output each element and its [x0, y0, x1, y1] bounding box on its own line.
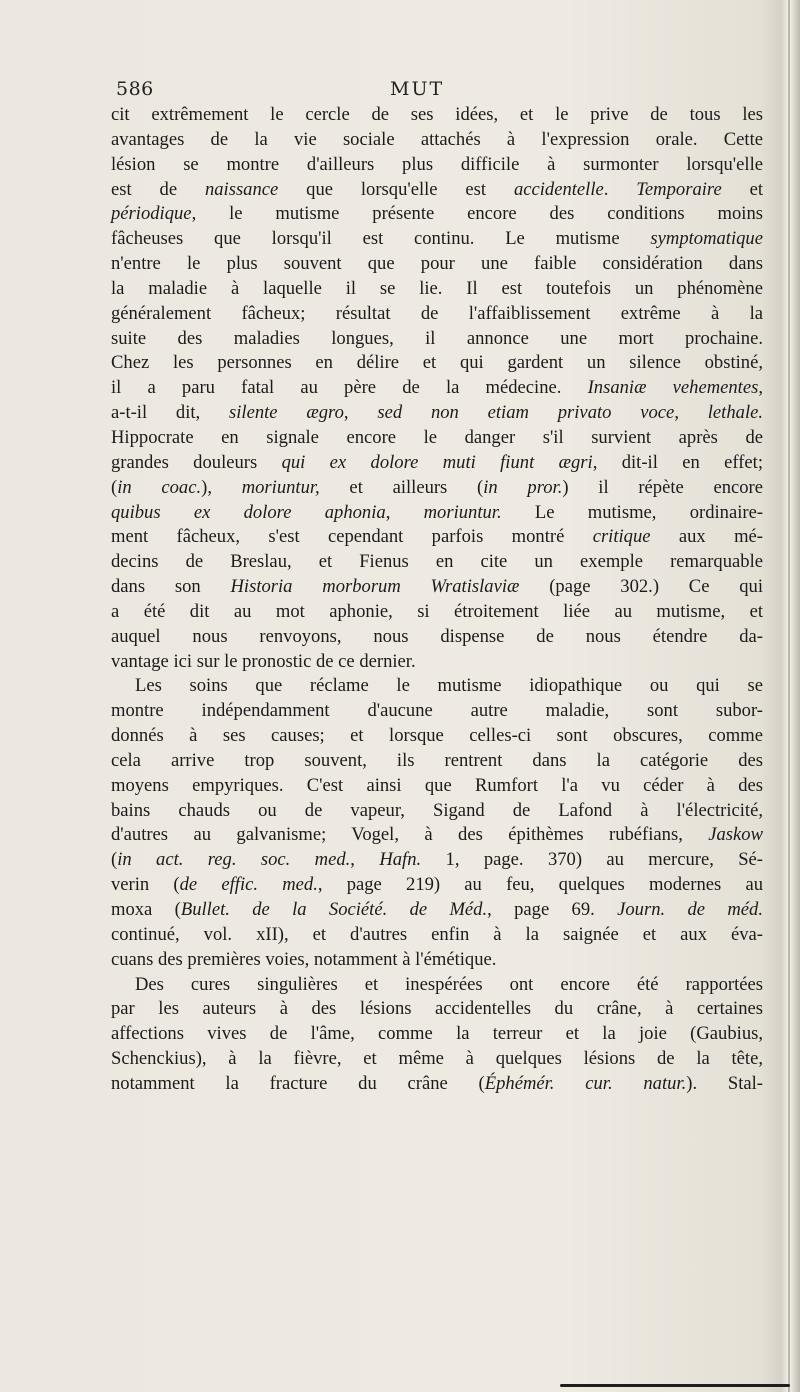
italic-text: Insaniæ vehementes: [587, 377, 759, 399]
text-span: grandes douleurs: [111, 451, 282, 473]
text-line: [111, 426, 763, 451]
text-line: [111, 525, 763, 550]
text-span: , page 69.: [487, 899, 618, 920]
text-span: que lorsqu'elle est: [278, 178, 514, 200]
italic-text: critique: [592, 526, 651, 548]
text-span: d'autres au galvanisme; Vogel, à des épithèmes rubéfians,: [111, 824, 709, 846]
page-number: 586: [116, 78, 154, 100]
text-span: moyens empyriques. C'est ainsi que Rumfort l'a vu céder à des: [111, 774, 763, 796]
text-span: ,: [674, 402, 708, 424]
text-line: [111, 451, 763, 476]
page-edge: [782, 0, 800, 1392]
text-span: Hippocrate en signale encore le danger s'il survient après de: [111, 426, 763, 448]
text-line: [111, 327, 763, 352]
text-line: [111, 575, 763, 600]
text-line: [111, 1072, 763, 1097]
italic-text: Historia morborum Wratislaviæ: [230, 576, 520, 598]
text-line: [111, 699, 763, 724]
italic-text: Hafn.: [379, 849, 422, 871]
text-line: [111, 1047, 763, 1072]
text-span: (page 302.) Ce qui: [519, 576, 763, 598]
text-span: n'entre le plus souvent que pour une faible considération dans: [111, 253, 763, 275]
text-span: ,: [385, 501, 424, 523]
text-span: et: [721, 178, 763, 200]
text-line: [111, 302, 763, 327]
text-line: [111, 873, 763, 898]
text-span: donnés à ses causes; et lorsque celles-ci sont obscures, comme: [111, 725, 763, 747]
text-line: [111, 923, 763, 948]
text-line: [111, 650, 763, 675]
italic-text: moriuntur,: [241, 476, 320, 498]
text-span: montre indépendamment d'aucune autre maladie, sont subor-: [111, 700, 763, 722]
text-span: auquel nous renvoyons, nous dispense de nous étendre da-: [111, 625, 763, 647]
page-header: [110, 78, 740, 104]
text-line: [111, 501, 763, 526]
text-span: verin (: [111, 874, 180, 896]
text-span: Schenckius), à la fièvre, et même à quelques lésions de la tête,: [111, 1048, 763, 1070]
italic-text: Bullet. de la Société. de Méd.: [180, 899, 488, 920]
italic-text: Éphémér. cur. natur.: [484, 1072, 687, 1094]
text-line: [111, 1022, 763, 1047]
italic-text: lethale.: [707, 402, 764, 424]
running-head: MUT: [390, 78, 445, 100]
text-span: moxa (: [111, 899, 181, 920]
text-span: la maladie à laquelle il se lie. Il est toutefois un phénomène: [111, 277, 763, 299]
text-line: [111, 997, 763, 1022]
text-span: a-t-il dit,: [111, 402, 230, 424]
text-span: ). Stal-: [686, 1072, 763, 1094]
text-span: .: [603, 178, 637, 200]
text-span: affections vives de l'âme, comme la terreur et la joie (Gaubius,: [111, 1023, 763, 1045]
text-span: ) il répète encore: [562, 476, 764, 498]
text-span: a été dit au mot aphonie, si étroitement liée au mutisme, et: [111, 600, 763, 622]
text-span: ,: [343, 402, 378, 424]
text-span: est de: [111, 178, 205, 200]
text-span: vantage ici sur le pronostic de ce dernier.: [111, 650, 416, 672]
italic-text: de effic. med.: [179, 874, 318, 896]
body-text: [111, 103, 763, 1097]
italic-text: accidentelle: [513, 178, 604, 200]
text-line: [111, 550, 763, 575]
text-span: suite des maladies longues, il annonce une mort prochaine.: [111, 327, 763, 349]
text-span: ,: [758, 377, 763, 399]
text-span: avantages de la vie sociale attachés à l'expression orale. Cette: [111, 128, 763, 150]
italic-text: qui ex dolore muti fiunt ægri: [281, 451, 593, 473]
italic-text: in act. reg. soc. med.: [117, 849, 351, 871]
text-span: cit extrêmement le cercle de ses idées, et le prive de tous les: [111, 104, 763, 125]
text-span: et ailleurs (: [319, 476, 484, 498]
text-span: ment fâcheux, s'est cependant parfois montré: [111, 526, 593, 548]
text-line: [111, 674, 763, 699]
text-line: [111, 799, 763, 824]
text-span: généralement fâcheux; résultat de l'affaiblissement extrême à la: [111, 302, 763, 324]
italic-text: périodique: [111, 203, 192, 225]
text-span: notamment la fracture du crâne (: [111, 1072, 485, 1094]
text-span: ),: [201, 476, 242, 498]
text-span: Des cures singulières et inespérées ont encore été rapportées: [135, 973, 763, 995]
italic-text: quibus ex dolore aphonia: [111, 501, 386, 523]
text-line: [111, 973, 763, 998]
text-span: ,: [350, 849, 380, 871]
text-span: Les soins que réclame le mutisme idiopathique ou qui se: [135, 675, 763, 697]
text-line: [111, 376, 763, 401]
text-line: [111, 823, 763, 848]
bottom-edge-mark: [560, 1384, 790, 1387]
text-line: [111, 898, 763, 923]
text-line: [111, 277, 763, 302]
text-line: [111, 848, 763, 873]
text-span: decins de Breslau, et Fienus en cite un exemple remarquable: [111, 551, 763, 573]
italic-text: Temporaire: [636, 178, 722, 200]
text-span: continué, vol. xII), et d'autres enfin à la saignée et aux éva-: [111, 923, 763, 945]
text-span: cela arrive trop souvent, ils rentrent dans la catégorie des: [111, 749, 763, 771]
text-line: [111, 948, 763, 973]
text-span: 1, page. 370) au mercure, Sé-: [421, 849, 763, 871]
text-span: il a paru fatal au père de la médecine.: [111, 377, 588, 399]
italic-text: in pror.: [483, 476, 563, 498]
text-line: [111, 227, 763, 252]
text-line: [111, 351, 763, 376]
text-span: (: [111, 476, 118, 498]
text-span: aux mé-: [650, 526, 763, 548]
text-line: [111, 600, 763, 625]
italic-text: Journ. de méd.: [617, 899, 763, 920]
text-line: [111, 749, 763, 774]
text-span: Chez les personnes en délire et qui gardent un silence obstiné,: [111, 352, 763, 374]
italic-text: naissance: [204, 178, 279, 200]
italic-text: moriuntur.: [423, 501, 502, 523]
text-line: [111, 625, 763, 650]
text-span: bains chauds ou de vapeur, Sigand de Lafond à l'électricité,: [111, 799, 763, 821]
italic-text: in coac.: [117, 476, 202, 498]
italic-text: silente ægro: [229, 402, 344, 424]
text-span: , page 219) au feu, quelques modernes au: [317, 874, 764, 896]
text-span: (: [111, 849, 118, 871]
italic-text: sed non etiam privato voce: [377, 402, 675, 424]
text-line: [111, 128, 763, 153]
text-span: par les auteurs à des lésions accidentelles du crâne, à certaines: [111, 998, 763, 1020]
page-edge-shadow: [788, 0, 790, 1392]
text-span: Le mutisme, ordinaire-: [501, 501, 764, 523]
text-span: lésion se montre d'ailleurs plus difficile à surmonter lorsqu'elle: [111, 153, 763, 175]
text-line: [111, 774, 763, 799]
text-line: [111, 103, 763, 128]
text-span: cuans des premières voies, notamment à l'émétique.: [111, 948, 497, 970]
text-span: , dit-il en effet;: [592, 451, 763, 473]
italic-text: Jaskow: [708, 824, 763, 846]
text-line: [111, 178, 763, 203]
text-line: [111, 724, 763, 749]
italic-text: symptomatique: [650, 228, 763, 250]
text-span: dans son: [111, 576, 231, 598]
text-line: [111, 252, 763, 277]
text-span: fâcheuses que lorsqu'il est continu. Le mutisme: [111, 228, 651, 250]
text-span: , le mutisme présente encore des conditions moins: [191, 203, 763, 225]
text-line: [111, 202, 763, 227]
text-line: [111, 401, 763, 426]
text-line: [111, 476, 763, 501]
text-line: [111, 153, 763, 178]
